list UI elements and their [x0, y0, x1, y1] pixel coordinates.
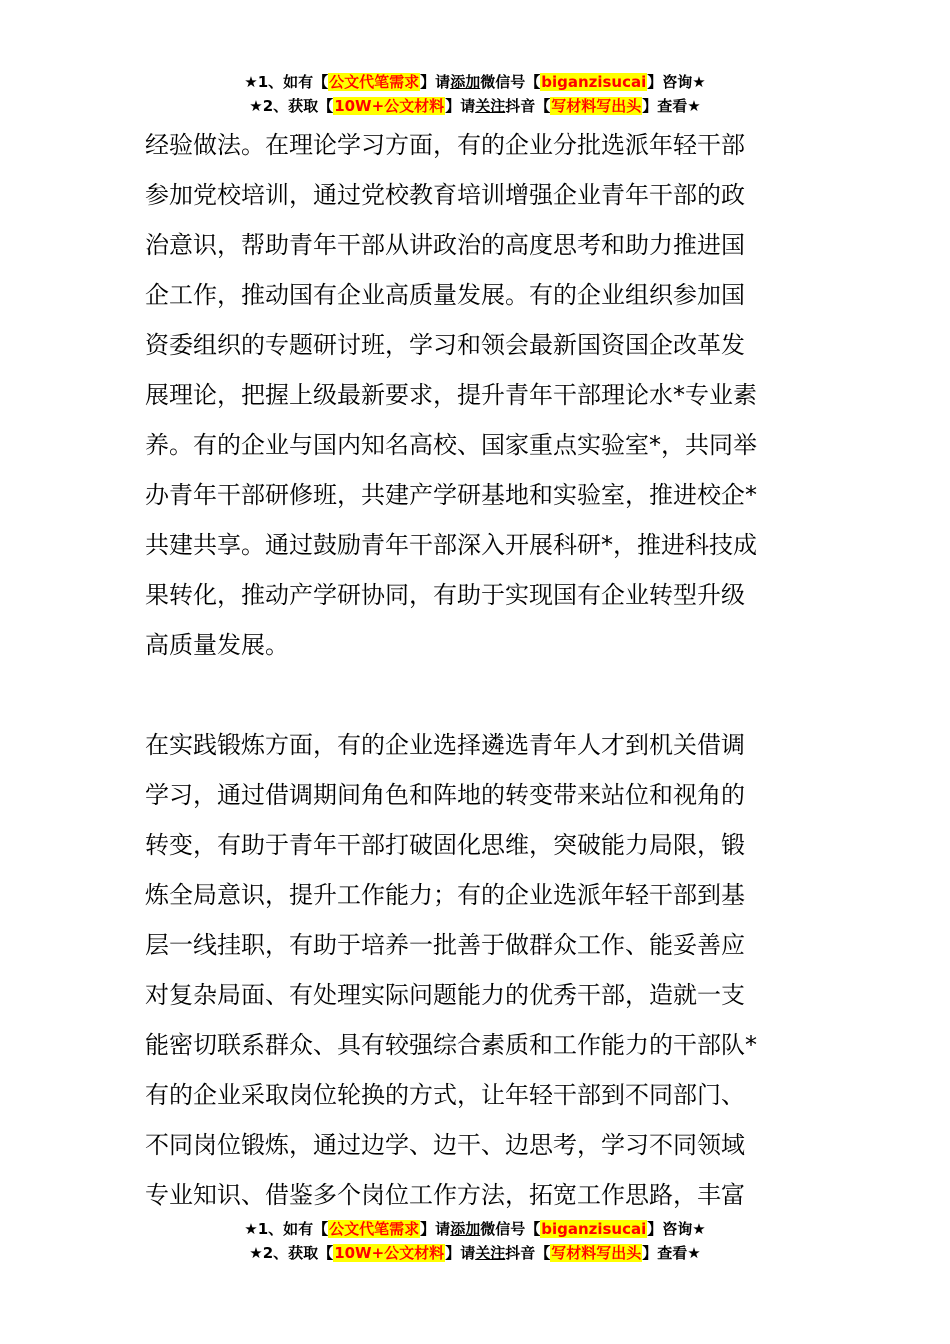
text-line: 不同岗位锻炼，通过边学、边干、边思考，学习不同领域 [145, 1131, 745, 1159]
banner-highlight: biganzisucai [541, 1220, 647, 1238]
text-line: 治意识，帮助青年干部从讲政治的高度思考和助力推进国 [145, 231, 745, 259]
banner-text: 】请 [420, 73, 451, 91]
text-line: 经验做法。在理论学习方面，有的企业分批选派年轻干部 [145, 131, 745, 159]
text-line: 共建共享。通过鼓励青年干部深入开展科研*，推进科技成 [145, 531, 757, 559]
banner-underlined-text: 添加 [450, 1220, 481, 1238]
header-banner [0, 70, 950, 118]
banner-text: 】查看★ [642, 1244, 701, 1262]
text-line: 养。有的企业与国内知名高校、国家重点实验室*，共同举 [145, 431, 757, 459]
text-line: 展理论，把握上级最新要求，提升青年干部理论水*专业素 [145, 381, 757, 409]
banner-line-1 [0, 70, 950, 94]
text-line: 学习，通过借调期间角色和阵地的转变带来站位和视角的 [145, 781, 745, 809]
banner-underlined-text: 添加 [450, 73, 481, 91]
text-line: 办青年干部研修班，共建产学研基地和实验室，推进校企* [145, 481, 757, 509]
banner-text: ★1、如有【 [244, 1220, 329, 1238]
banner-text: 】咨询★ [647, 1220, 706, 1238]
banner-line-2 [0, 1241, 950, 1265]
banner-highlight: 10W+公文材料 [334, 1244, 445, 1262]
text-line: 高质量发展。 [145, 631, 289, 659]
banner-line-1 [0, 1217, 950, 1241]
banner-text: 】咨询★ [647, 73, 706, 91]
banner-text: ★1、如有【 [244, 73, 329, 91]
text-line: 转变，有助于青年干部打破固化思维，突破能力局限，锻 [145, 831, 745, 859]
banner-line-2 [0, 94, 950, 118]
banner-highlight: 10W+公文材料 [334, 97, 445, 115]
banner-text: 抖音【 [505, 97, 551, 115]
text-line: 果转化，推动产学研协同，有助于实现国有企业转型升级 [145, 581, 745, 609]
banner-text: ★2、获取【 [249, 1244, 334, 1262]
banner-text: 微信号【 [480, 73, 541, 91]
text-line: 企工作，推动国有企业高质量发展。有的企业组织参加国 [145, 281, 745, 309]
banner-highlight: 公文代笔需求 [329, 1220, 420, 1238]
text-line: 专业知识、借鉴多个岗位工作方法，拓宽工作思路，丰富 [145, 1181, 745, 1209]
text-line: 层一线挂职，有助于培养一批善于做群众工作、能妥善应 [145, 931, 745, 959]
text-line: 参加党校培训，通过党校教育培训增强企业青年干部的政 [145, 181, 745, 209]
banner-underlined-text: 关注 [475, 1244, 506, 1262]
text-line: 炼全局意识，提升工作能力；有的企业选派年轻干部到基 [145, 881, 745, 909]
text-line: 对复杂局面、有处理实际问题能力的优秀干部，造就一支 [145, 981, 745, 1009]
text-line: 能密切联系群众、具有较强综合素质和工作能力的干部队* [145, 1031, 757, 1059]
banner-text: 】查看★ [642, 97, 701, 115]
banner-text: 微信号【 [480, 1220, 541, 1238]
banner-text: 抖音【 [505, 1244, 551, 1262]
footer-banner [0, 1217, 950, 1265]
banner-text: 】请 [445, 97, 476, 115]
text-line: 在实践锻炼方面，有的企业选择遴选青年人才到机关借调 [145, 731, 745, 759]
banner-highlight: 写材料写出头 [551, 97, 642, 115]
banner-text: 】请 [445, 1244, 476, 1262]
banner-highlight: 公文代笔需求 [329, 73, 420, 91]
banner-underlined-text: 关注 [475, 97, 506, 115]
document-body [145, 120, 810, 1220]
text-line: 有的企业采取岗位轮换的方式，让年轻干部到不同部门、 [145, 1081, 745, 1109]
banner-text: ★2、获取【 [249, 97, 334, 115]
text-line: 资委组织的专题研讨班，学习和领会最新国资国企改革发 [145, 331, 745, 359]
banner-text: 】请 [420, 1220, 451, 1238]
banner-highlight: biganzisucai [541, 73, 647, 91]
banner-highlight: 写材料写出头 [551, 1244, 642, 1262]
paragraph-gap [145, 670, 810, 720]
